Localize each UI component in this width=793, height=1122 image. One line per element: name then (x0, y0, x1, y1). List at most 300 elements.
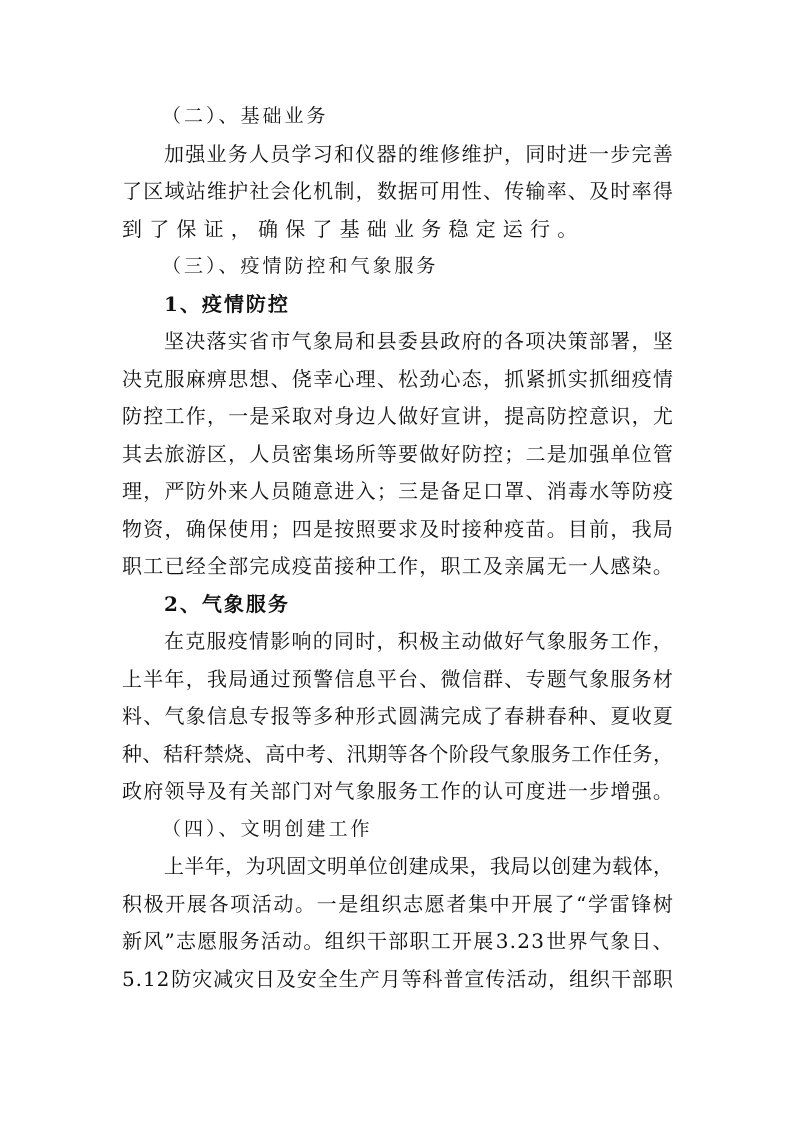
glyph: 学 (587, 891, 608, 916)
glyph: 已 (164, 554, 185, 578)
glyph: 果 (449, 854, 470, 878)
glyph: ” (164, 929, 175, 953)
glyph: 干 (610, 966, 631, 991)
glyph: 灾 (192, 966, 213, 991)
glyph: 象 (510, 741, 531, 766)
glyph: 府 (143, 779, 164, 803)
glyph: 是 (546, 441, 567, 466)
glyph: 好 (419, 404, 440, 428)
glyph: 3 (495, 929, 509, 953)
glyph: 同 (525, 141, 546, 166)
glyph: 为 (245, 854, 266, 878)
glyph: 各 (504, 329, 524, 353)
glyph: 进 (546, 779, 567, 803)
glyph: 式 (376, 704, 397, 728)
glyph: 服 (530, 741, 551, 766)
glyph: ， (164, 516, 185, 541)
glyph: 全 (206, 554, 227, 578)
glyph: 人 (376, 404, 397, 428)
glyph: 种 (355, 554, 376, 578)
glyph: 及 (589, 179, 610, 203)
glyph: 加 (164, 141, 184, 166)
glyph: 想 (249, 366, 270, 391)
glyph: 秆 (183, 741, 204, 766)
glyph: 传 (485, 966, 506, 991)
glyph: 段 (469, 741, 490, 766)
glyph: 春 (546, 704, 567, 728)
glyph: 活 (260, 929, 281, 953)
glyph: 、 (567, 179, 588, 203)
glyph: 严 (164, 479, 185, 503)
glyph: 委 (397, 329, 418, 353)
paragraph-line (122, 848, 673, 886)
glyph: 高 (264, 741, 285, 766)
glyph: 水 (589, 479, 610, 503)
glyph: “ (576, 891, 587, 916)
glyph: ， (504, 141, 524, 166)
glyph: 据 (398, 179, 419, 203)
glyph: 防 (171, 966, 192, 991)
glyph: 人 (249, 441, 270, 466)
glyph: 工 (419, 779, 440, 803)
glyph: 日 (255, 966, 275, 991)
glyph: 控 (567, 404, 588, 428)
glyph: ， (469, 854, 490, 878)
glyph: ， (376, 629, 397, 653)
glyph: 、 (326, 741, 347, 766)
glyph: 按 (334, 516, 355, 541)
glyph: 阶 (448, 741, 469, 766)
glyph: 二 (525, 441, 546, 466)
glyph: ， (482, 366, 503, 391)
paragraph-line (122, 923, 673, 961)
glyph: 消 (546, 479, 567, 503)
paragraph-line (122, 886, 673, 924)
glyph: 烧 (224, 741, 245, 766)
glyph: 职 (409, 929, 430, 953)
glyph: 四 (291, 516, 312, 541)
paragraph-line (122, 511, 673, 549)
paragraph-civilization-building (122, 848, 673, 998)
glyph: 影 (270, 629, 291, 653)
glyph: 等 (376, 441, 397, 466)
glyph: 者 (446, 891, 467, 916)
glyph: 策 (567, 329, 588, 353)
glyph: 秸 (162, 741, 183, 766)
glyph: 化 (291, 179, 312, 203)
glyph: 服 (376, 779, 397, 803)
glyph: 外 (206, 479, 227, 503)
glyph: 完 (249, 554, 270, 578)
glyph: 新 (122, 929, 142, 953)
glyph: 象 (610, 929, 631, 953)
glyph: 防 (461, 441, 482, 466)
glyph: 活 (251, 891, 272, 916)
glyph: 克 (185, 629, 206, 653)
glyph: 多 (313, 704, 334, 728)
glyph: 部 (589, 329, 609, 353)
glyph: 明 (327, 854, 347, 878)
glyph: 人 (249, 141, 269, 166)
glyph: 身 (334, 404, 355, 428)
glyph: 1 (142, 966, 156, 991)
glyph: 开 (451, 929, 472, 953)
glyph: 控 (143, 404, 164, 428)
glyph: 业 (206, 141, 227, 166)
glyph: 位 (367, 854, 388, 878)
glyph: 认 (482, 779, 503, 803)
glyph: 坚 (652, 329, 673, 353)
glyph: 步 (610, 141, 631, 166)
glyph: 上 (122, 666, 142, 691)
glyph: 罩 (504, 479, 525, 503)
glyph: 前 (589, 516, 610, 541)
glyph: 极 (143, 891, 164, 916)
glyph: 树 (652, 891, 673, 916)
glyph: 疫 (504, 516, 525, 541)
glyph: 等 (610, 479, 631, 503)
glyph: 接 (461, 516, 482, 541)
glyph: 麻 (185, 366, 206, 391)
glyph: ； (270, 516, 291, 541)
glyph: ， (228, 441, 249, 466)
glyph: 为 (591, 854, 612, 878)
glyph: 组 (324, 929, 345, 953)
glyph: 照 (355, 516, 376, 541)
glyph: 传 (504, 179, 525, 203)
glyph: 区 (143, 179, 164, 203)
glyph: 组 (569, 966, 590, 991)
glyph: 识 (610, 404, 631, 428)
glyph: 门 (291, 779, 312, 803)
glyph: 求 (398, 516, 419, 541)
glyph: 上 (164, 854, 184, 878)
glyph: 务 (589, 629, 609, 653)
glyph: 活 (506, 966, 527, 991)
glyph: 主 (440, 629, 461, 653)
glyph: 痹 (206, 366, 227, 391)
glyph: 旅 (164, 441, 185, 466)
glyph: 意 (313, 479, 334, 503)
glyph: 局 (510, 854, 531, 878)
glyph: ， (631, 404, 652, 428)
glyph: 年 (164, 666, 185, 691)
glyph: 象 (589, 666, 610, 691)
glyph: 毒 (567, 479, 588, 503)
paragraph-line (122, 736, 673, 774)
glyph: 县 (376, 329, 397, 353)
glyph: 省 (249, 329, 269, 353)
glyph: ； (504, 441, 525, 466)
glyph: 料 (122, 704, 142, 728)
glyph: 固 (286, 854, 307, 878)
glyph: 强 (631, 779, 652, 803)
glyph: 等 (291, 704, 312, 728)
glyph: 边 (355, 404, 376, 428)
glyph: 好 (440, 441, 461, 466)
glyph: 、 (143, 704, 164, 728)
glyph: 了 (482, 704, 503, 728)
glyph: 疫 (652, 479, 673, 503)
glyph: 警 (313, 666, 334, 691)
glyph: 疫 (291, 554, 312, 578)
glyph: 市 (270, 329, 291, 353)
glyph: 志 (175, 929, 196, 953)
glyph: 年 (204, 854, 225, 878)
glyph: 作 (440, 779, 461, 803)
paragraph-line (122, 436, 673, 474)
glyph: 的 (312, 629, 333, 653)
glyph: 去 (143, 441, 164, 466)
glyph: ， (419, 554, 440, 578)
glyph: 气 (291, 329, 312, 353)
glyph: 实 (567, 366, 588, 391)
glyph: 局 (334, 329, 354, 353)
glyph: 苗 (313, 554, 334, 578)
glyph: ， (482, 404, 503, 428)
glyph: 成 (428, 854, 449, 878)
glyph: 务 (239, 929, 260, 953)
glyph: 抓 (589, 366, 610, 391)
glyph: 细 (610, 366, 631, 391)
glyph: ， (225, 854, 246, 878)
glyph: 工 (143, 554, 164, 578)
paragraph-line: 到了保证，确保了基础业务稳定运行。 (122, 216, 585, 241)
glyph: 修 (440, 141, 461, 166)
glyph: 提 (504, 404, 525, 428)
glyph: 展 (532, 891, 553, 916)
glyph: 使 (228, 516, 249, 541)
glyph: ， (548, 966, 569, 991)
glyph: 集 (313, 441, 334, 466)
glyph: 域 (164, 179, 185, 203)
glyph: 巩 (265, 854, 286, 878)
glyph: 三 (398, 479, 419, 503)
glyph: 资 (143, 516, 164, 541)
paragraph-line (122, 661, 673, 699)
glyph: 展 (473, 929, 494, 953)
glyph: 护 (482, 141, 503, 166)
glyph: 气 (164, 704, 185, 728)
paragraph-basic-business (122, 136, 673, 249)
glyph: 维 (419, 141, 439, 166)
glyph: 期 (367, 741, 388, 766)
paragraph-line (122, 173, 673, 211)
glyph: 夏 (652, 704, 673, 728)
glyph: 一 (316, 891, 337, 916)
glyph: 是 (313, 516, 334, 541)
glyph: ； (376, 479, 397, 503)
glyph: 织 (381, 891, 402, 916)
glyph: 确 (185, 516, 206, 541)
glyph: 中 (285, 741, 306, 766)
glyph: 夏 (610, 704, 631, 728)
glyph: 员 (270, 479, 291, 503)
glyph: 学 (291, 141, 312, 166)
glyph: 增 (610, 779, 631, 803)
glyph: 产 (359, 966, 380, 991)
glyph: 种 (482, 516, 503, 541)
paragraph-line (122, 473, 673, 511)
glyph: 和 (334, 141, 354, 166)
glyph: 取 (291, 404, 312, 428)
glyph: 部 (270, 779, 291, 803)
glyph: 防 (185, 479, 206, 503)
glyph: 所 (355, 441, 376, 466)
glyph: 汛 (346, 741, 367, 766)
glyph: 一 (589, 141, 609, 166)
glyph: 制 (334, 179, 355, 203)
glyph: 气 (334, 779, 355, 803)
glyph: 。 (295, 891, 315, 916)
glyph: 我 (631, 516, 652, 541)
glyph: 管 (652, 441, 673, 466)
glyph: 建 (408, 854, 429, 878)
glyph: 强 (185, 141, 206, 166)
glyph: 月 (380, 966, 401, 991)
glyph: 完 (440, 704, 461, 728)
glyph: 志 (403, 891, 424, 916)
glyph: 和 (355, 329, 376, 353)
glyph: 抓 (546, 366, 567, 391)
paragraph-epidemic-control (122, 323, 673, 586)
glyph: 密 (291, 441, 312, 466)
glyph: 及 (482, 554, 503, 578)
glyph: 响 (291, 629, 312, 653)
glyph: 做 (419, 441, 440, 466)
glyph: 务 (631, 666, 652, 691)
glyph: 灾 (234, 966, 255, 991)
glyph: 加 (567, 441, 588, 466)
glyph: 息 (355, 666, 376, 691)
glyph: 理 (122, 479, 142, 503)
glyph: 材 (652, 666, 673, 691)
glyph: 宣 (440, 404, 461, 428)
glyph: 、 (652, 929, 673, 953)
paragraph-line (122, 398, 673, 436)
glyph: 员 (270, 141, 291, 166)
glyph: 、 (525, 479, 546, 503)
glyph: 亲 (504, 554, 525, 578)
glyph: 可 (504, 779, 525, 803)
glyph: 的 (482, 329, 503, 353)
glyph: 建 (571, 854, 592, 878)
glyph: ， (631, 329, 652, 353)
paragraph-weather-service (122, 623, 673, 811)
glyph: 以 (530, 854, 551, 878)
glyph: 进 (567, 141, 588, 166)
glyph: 气 (567, 666, 588, 691)
glyph: 紧 (525, 366, 546, 391)
glyph: 工 (461, 554, 482, 578)
glyph: 府 (461, 329, 482, 353)
glyph: 是 (419, 479, 440, 503)
glyph: 关 (249, 779, 270, 803)
glyph: 信 (334, 666, 355, 691)
glyph: 半 (184, 854, 205, 878)
glyph: 象 (355, 779, 376, 803)
glyph: 服 (164, 366, 185, 391)
glyph: 做 (398, 404, 419, 428)
glyph: 组 (359, 891, 380, 916)
glyph: 性 (461, 179, 482, 203)
glyph: 属 (525, 554, 546, 578)
glyph: 疫 (227, 629, 248, 653)
glyph: 等 (401, 966, 422, 991)
glyph: 作 (185, 404, 206, 428)
glyph: 通 (249, 666, 270, 691)
glyph: 决 (185, 329, 206, 353)
glyph: 用 (440, 179, 461, 203)
glyph: 科 (422, 966, 443, 991)
glyph: 动 (273, 891, 294, 916)
glyph: 生 (338, 966, 359, 991)
glyph: 职 (440, 554, 461, 578)
glyph: 一 (567, 779, 588, 803)
glyph: 的 (461, 779, 482, 803)
glyph: 群 (482, 666, 503, 691)
glyph: ， (185, 666, 206, 691)
glyph: ， (355, 179, 376, 203)
subsection-heading-epidemic-control: 1、疫情防控 (164, 291, 290, 316)
document-page (122, 98, 673, 998)
glyph: ， (206, 404, 227, 428)
glyph: 口 (482, 479, 503, 503)
glyph: 。 (652, 554, 673, 578)
glyph: ， (610, 516, 631, 541)
glyph: 雷 (609, 891, 630, 916)
glyph: 的 (397, 141, 418, 166)
glyph: 职 (652, 966, 673, 991)
glyph: 2 (156, 966, 170, 991)
glyph: 输 (525, 179, 546, 203)
glyph: 决 (122, 366, 142, 391)
glyph: 开 (511, 891, 532, 916)
glyph: 部 (388, 929, 409, 953)
glyph: 创 (551, 854, 572, 878)
glyph: 创 (388, 854, 409, 878)
glyph: 无 (546, 554, 567, 578)
glyph: 及 (275, 966, 296, 991)
glyph: 界 (567, 929, 588, 953)
glyph: 县 (419, 329, 439, 353)
glyph: 项 (525, 329, 546, 353)
glyph: 数 (376, 179, 397, 203)
glyph: 理 (355, 366, 376, 391)
glyph: 工 (376, 554, 397, 578)
glyph: 、 (504, 666, 525, 691)
glyph: 一 (567, 554, 588, 578)
glyph: 极 (419, 629, 439, 653)
glyph: 强 (589, 441, 610, 466)
glyph: 高 (525, 404, 546, 428)
glyph: 是 (249, 404, 270, 428)
glyph: 机 (313, 179, 334, 203)
glyph: 任 (612, 741, 633, 766)
glyph: 服 (206, 629, 227, 653)
glyph: 及 (419, 516, 440, 541)
glyph: 时 (440, 516, 461, 541)
glyph: 心 (334, 366, 355, 391)
glyph: 接 (334, 554, 355, 578)
glyph: ， (652, 741, 673, 766)
glyph: 可 (419, 179, 440, 203)
glyph: 、 (270, 366, 291, 391)
glyph: 载 (612, 854, 633, 878)
glyph: 服 (218, 929, 239, 953)
glyph: 习 (312, 141, 333, 166)
glyph: 项 (230, 891, 251, 916)
